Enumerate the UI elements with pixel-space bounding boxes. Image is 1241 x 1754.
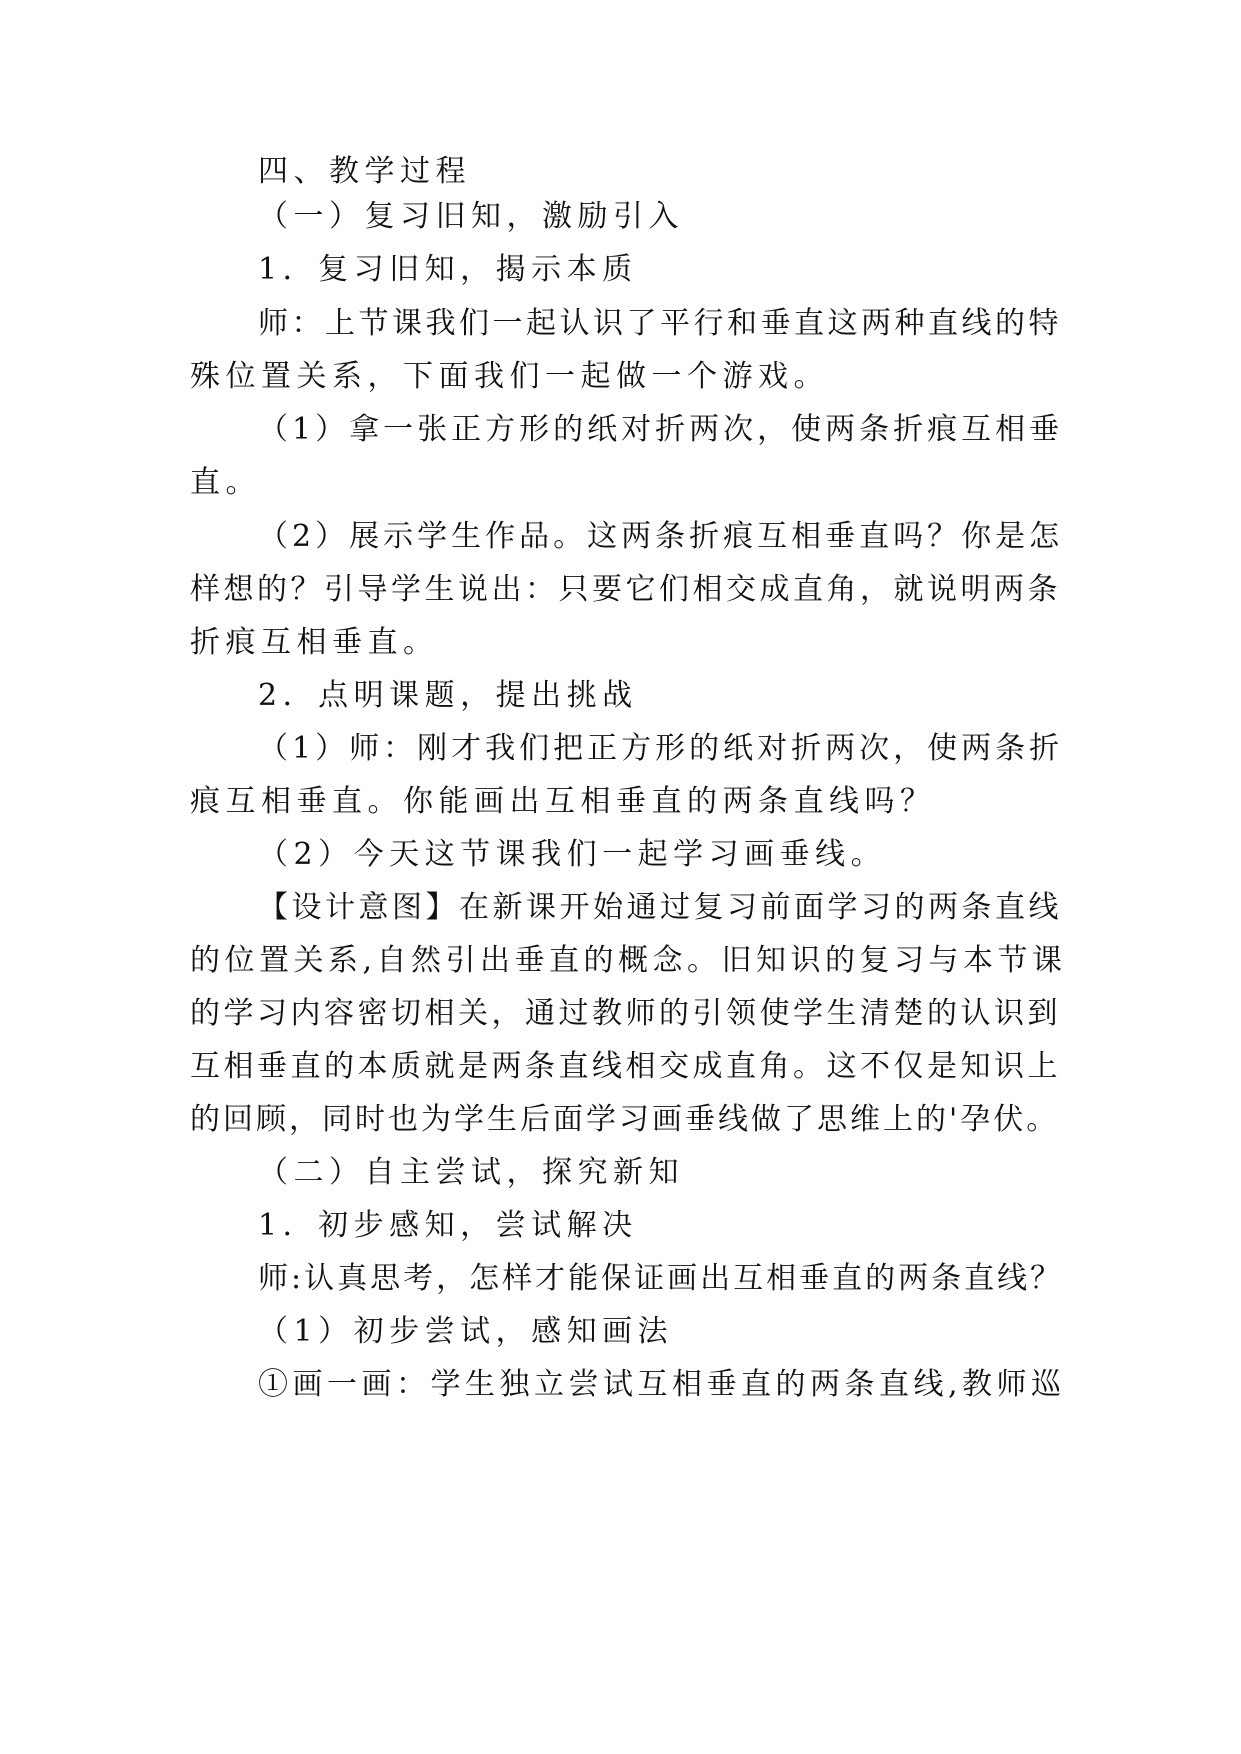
paragraph-line: 师：上节课我们一起认识了平行和垂直这两种直线的特 xyxy=(258,306,1062,341)
subsection-heading: （二）自主尝试，探究新知 xyxy=(258,1155,684,1190)
paragraph-line: （1）初步尝试，感知画法 xyxy=(258,1314,674,1349)
paragraph-line: 的位置关系,自然引出垂直的概念。旧知识的复习与本节课 xyxy=(190,943,1067,978)
section-heading: 四、教学过程 xyxy=(258,154,471,189)
step-heading: 1．复习旧知，揭示本质 xyxy=(258,252,638,287)
subsection-heading: （一）复习旧知，激励引入 xyxy=(258,199,684,234)
paragraph-line: 痕互相垂直。你能画出互相垂直的两条直线吗？ xyxy=(190,784,936,819)
paragraph-line: （1）师：刚才我们把正方形的纸对折两次，使两条折 xyxy=(258,731,1064,766)
paragraph-line: （2）今天这节课我们一起学习画垂线。 xyxy=(258,837,887,872)
paragraph-line: 师:认真思考，怎样才能保证画出互相垂直的两条直线？ xyxy=(258,1261,1064,1296)
paragraph-line: 互相垂直的本质就是两条直线相交成直角。这不仅是知识上 xyxy=(190,1049,1061,1084)
paragraph-line: 样想的？引导学生说出：只要它们相交成直角，就说明两条 xyxy=(190,572,1061,607)
paragraph-line: （2）展示学生作品。这两条折痕互相垂直吗？你是怎 xyxy=(258,519,1064,554)
paragraph-line: 的回顾，同时也为学生后面学习画垂线做了思维上的'孕伏。 xyxy=(190,1102,1060,1137)
design-intent-line: 【设计意图】在新课开始通过复习前面学习的两条直线 xyxy=(258,890,1062,925)
step-heading: 1．初步感知，尝试解决 xyxy=(258,1208,638,1243)
step-heading: 2．点明课题，提出挑战 xyxy=(258,678,638,713)
paragraph-line: 的学习内容密切相关，通过教师的引领使学生清楚的认识到 xyxy=(190,996,1061,1031)
paragraph-line: （1）拿一张正方形的纸对折两次，使两条折痕互相垂 xyxy=(258,412,1064,447)
paragraph-line: 殊位置关系，下面我们一起做一个游戏。 xyxy=(190,359,829,394)
paragraph-line: 折痕互相垂直。 xyxy=(190,625,439,660)
paragraph-line: ①画一画：学生独立尝试互相垂直的两条直线,教师巡 xyxy=(258,1367,1066,1402)
paragraph-line: 直。 xyxy=(190,465,261,500)
